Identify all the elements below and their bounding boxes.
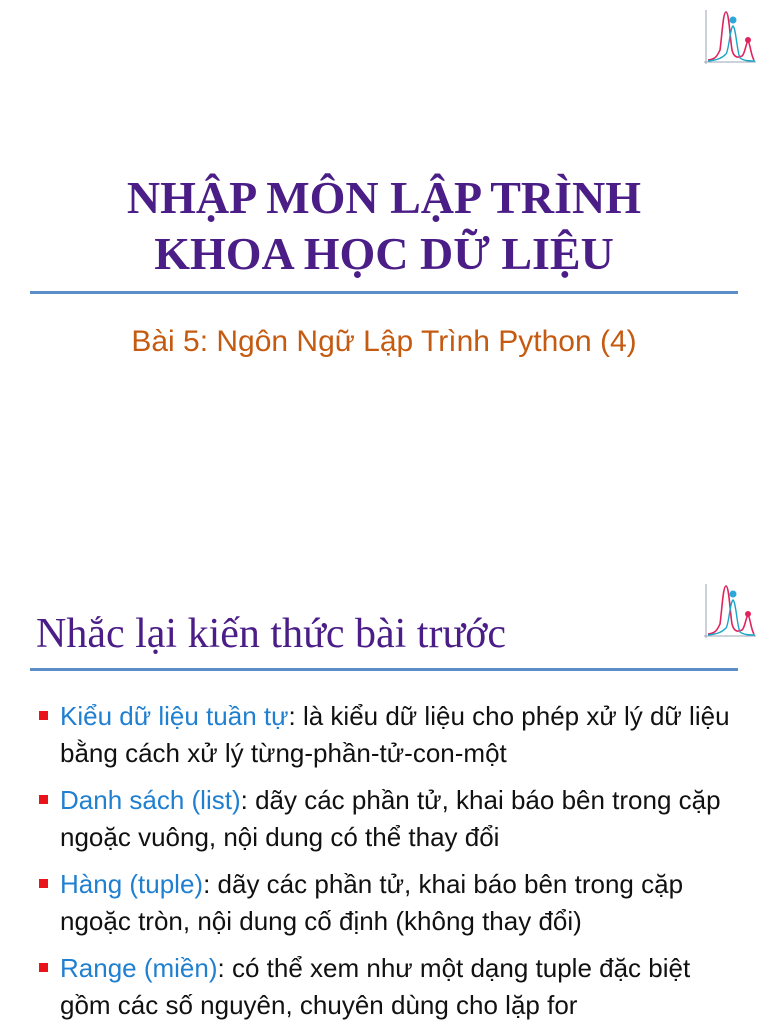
bullet-text: : dãy các phần tử, khai báo bên trong cặp ngoặc vuông, nội dung có thể thay đổi [60,785,721,852]
slide-title [0,170,768,282]
slide-title-line-2: KHOA HỌC DỮ LIỆU [154,228,614,279]
bullet-term: Danh sách (list) [60,785,241,815]
bullet-term: Kiểu dữ liệu tuần tự [60,701,289,731]
title-divider [30,291,738,294]
review-slide [0,570,768,1024]
square-bullet-icon [39,879,48,888]
bullet-term: Range (miền) [60,953,218,983]
slide-title-line-1: NHẬP MÔN LẬP TRÌNH [126,172,642,223]
bullet-item [36,866,736,940]
slide-subtitle: Bài 5: Ngôn Ngữ Lập Trình Python (4) [131,325,637,358]
bullet-text: : là kiểu dữ liệu cho phép xử lý dữ liệu bằng cách xử lý từng-phần-tử-con-một [60,701,730,768]
bullet-term: Hàng (tuple) [60,869,204,899]
bullet-item [36,950,736,1024]
bullet-item [36,782,736,856]
bullet-text: : dãy các phần tử, khai báo bên trong cặp ngoặc tròn, nội dung cố định (không thay đổi) [60,869,684,936]
bullet-item [36,698,736,772]
bullet-text: : có thể xem như một dạng tuple đặc biệt gồm các số nguyên, chuyên dùng cho lặp for [60,953,691,1020]
square-bullet-icon [39,795,48,804]
heading-divider [30,668,738,671]
data-science-chart-logo-icon [702,6,758,68]
bullet-list [36,698,736,1034]
square-bullet-icon [39,711,48,720]
square-bullet-icon [39,963,48,972]
slide-heading: Nhắc lại kiến thức bài trước [36,611,507,657]
data-science-chart-logo-icon [702,580,758,642]
